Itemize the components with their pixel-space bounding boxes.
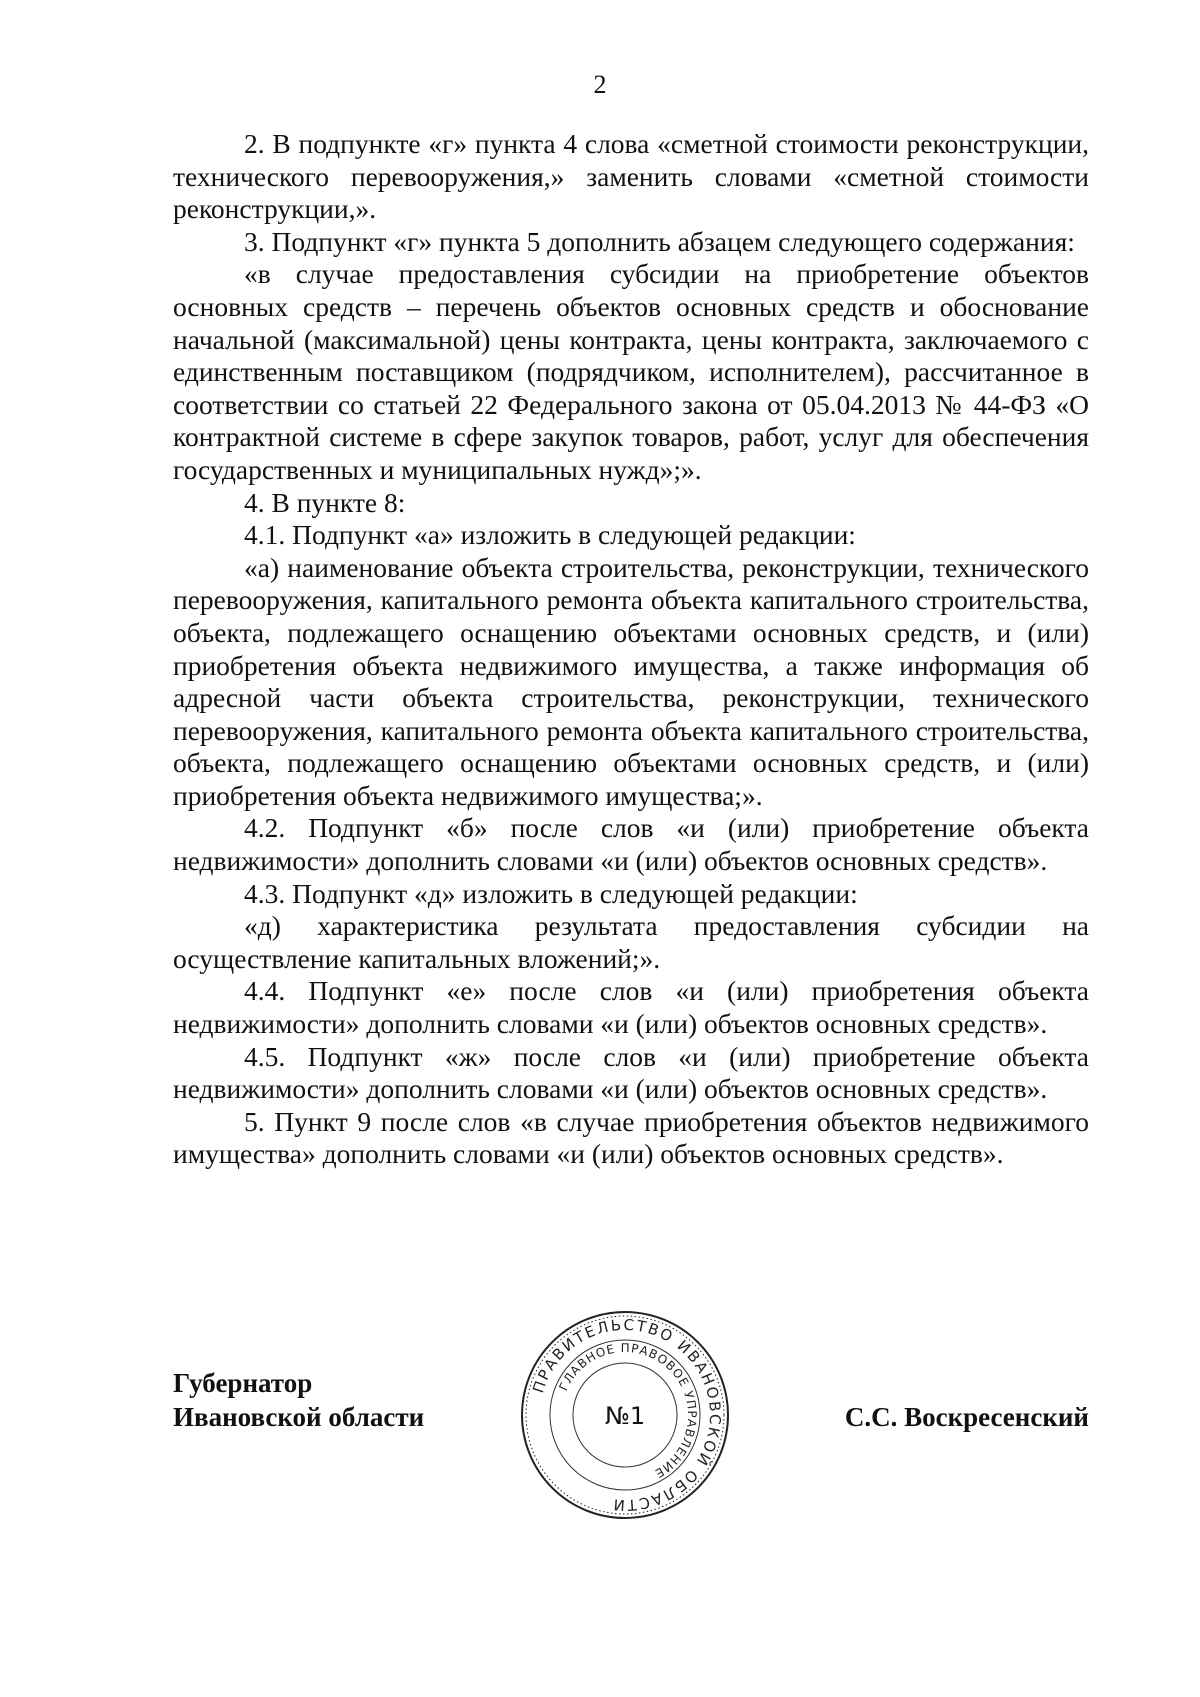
quoted-subitem-a: «а) наименование объекта строительства, реконструкции, технического перевооружения, капитального ремонта объекта капитального строительства, объекта, подлежащего оснащению объектами основных средств, и (или) приобретения объекта недвижимого имущества, а также информация об адресной части объекта строительства, реконструкции, технического перевооружения, капитального ремонта объекта капитального строительства, объекта, подлежащего оснащению объектами основных средств, и (или) приобретения объекта недвижимого имущества;». [173,551,1089,811]
paragraph-item-4: 4. В пункте 8: [244,486,406,518]
signatory-title-line-2: Ивановской области [173,1402,425,1432]
signatory-title [173,1366,424,1434]
seal-ring-text: ПРАВИТЕЛЬСТВО ИВАНОВСКОЙ ОБЛАСТИ [529,1315,725,1515]
signatory-title-line-1: Губернатор [173,1368,313,1398]
paragraph-item-4-2: 4.2. Подпункт «б» после слов «и (или) приобретение объекта недвижимости» дополнить словами «и (или) объектов основных средств». [173,812,1089,877]
document-body [173,128,1089,1171]
paragraph-item-4-3: 4.3. Подпункт «д» изложить в следующей редакции: [244,877,858,909]
paragraph-item-4-5: 4.5. Подпункт «ж» после слов «и (или) приобретение объекта недвижимости» дополнить словами «и (или) объектов основных средств». [173,1040,1089,1105]
paragraph-item-5: 5. Пункт 9 после слов «в случае приобретения объектов недвижимого имущества» дополнить словами «и (или) объектов основных средств». [173,1105,1089,1170]
quoted-insertion-paragraph: «в случае предоставления субсидии на приобретение объектов основных средств – перечень объектов основных средств и обоснование начальной (максимальной) цены контракта, цены контракта, заключаемого с единственным поставщиком (подрядчиком, исполнителем), рассчитанное в соответствии со статьей 22 Федерального закона от 05.04.2013 № 44-ФЗ «О контрактной системе в сфере закупок товаров, работ, услуг для обеспечения государственных и муниципальных нужд»;». [173,258,1089,485]
page-number: 2 [593,70,607,99]
paragraph-item-4-1: 4.1. Подпункт «а» изложить в следующей редакции: [244,519,856,551]
paragraph-item-4-4: 4.4. Подпункт «е» после слов «и (или) приобретения объекта недвижимости» дополнить словами «и (или) объектов основных средств». [173,975,1089,1040]
seal-inner-ring-text: ГЛАВНОЕ ПРАВОВОЕ УПРАВЛЕНИЕ [556,1340,700,1481]
official-seal [518,1308,732,1522]
paragraph-item-3: 3. Подпункт «г» пункта 5 дополнить абзацем следующего содержания: [244,225,1075,257]
paragraph-item-2: 2. В подпункте «г» пункта 4 слова «сметной стоимости реконструкции, технического перевооружения,» заменить словами «сметной стоимости реконструкции,». [173,128,1089,225]
signatory-name: С.С. Воскресенский [844,1402,1089,1432]
seal-number: №1 [604,1402,646,1430]
quoted-subitem-d: «д) характеристика результата предоставления субсидии на осуществление капитальных вложений;». [173,910,1089,974]
